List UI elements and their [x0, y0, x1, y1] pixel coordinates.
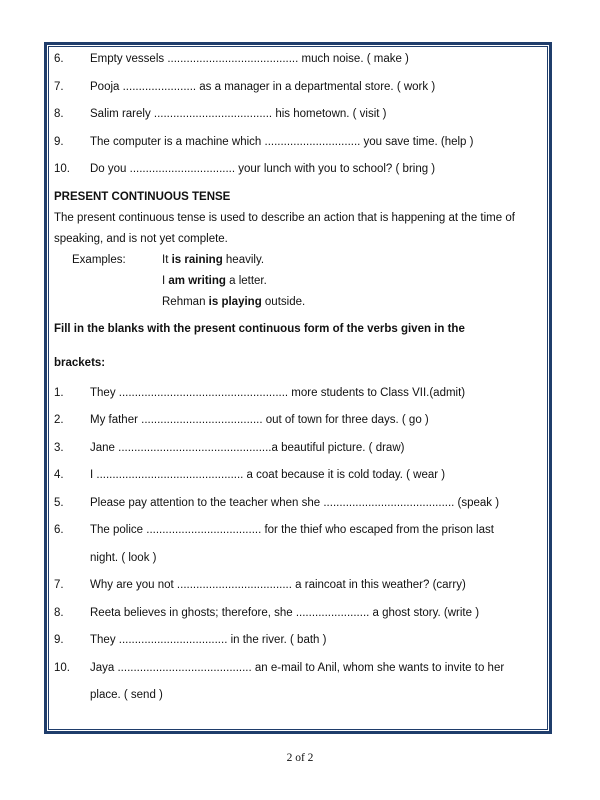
instruction-line-2: brackets:	[54, 356, 106, 369]
question-item	[54, 407, 542, 435]
question-number: 1.	[54, 386, 64, 399]
question-item	[54, 156, 542, 184]
question-item	[54, 627, 542, 655]
question-text: They ..................................................... more students to Class VII.(admit)	[90, 386, 466, 399]
section-heading: PRESENT CONTINUOUS TENSE	[54, 190, 231, 203]
exercise-part2	[54, 380, 542, 710]
question-text: Reeta believes in ghosts; therefore, she ....................... a ghost story. (write )	[90, 606, 480, 619]
worksheet-content	[54, 46, 542, 710]
question-item	[54, 435, 542, 463]
example-sentence: I am writing a letter.	[162, 274, 267, 287]
question-number: 8.	[54, 606, 64, 619]
question-number: 7.	[54, 579, 64, 591]
question-text: Jane ................................................a beautiful picture. ( draw)	[90, 441, 405, 454]
question-text: Do you ................................. your lunch with you to school? ( bring )	[90, 163, 436, 175]
question-continuation: night. ( look )	[90, 551, 157, 564]
examples-label: Examples:	[72, 253, 126, 266]
question-text: Salim rarely ..................................... his hometown. ( visit )	[90, 108, 387, 120]
question-item	[54, 101, 542, 129]
question-text: My father ...................................... out of town for three days. ( go )	[90, 414, 429, 426]
question-number: 10.	[54, 661, 70, 674]
question-text: Jaya .......................................... an e-mail to Anil, whom she wants to invite to her	[90, 661, 505, 674]
example-sentence: Rehman is playing outside.	[162, 295, 306, 308]
examples-list	[162, 250, 305, 313]
question-number: 9.	[54, 634, 64, 646]
section-description-line-2: speaking, and is not yet complete.	[54, 232, 228, 245]
question-item	[54, 46, 542, 74]
question-item	[54, 572, 542, 600]
question-item	[54, 490, 542, 518]
question-number: 9.	[54, 135, 64, 148]
question-number: 8.	[54, 108, 64, 120]
question-number: 7.	[54, 80, 64, 93]
question-text: The police .................................... for the thief who escaped from the prison last	[90, 524, 494, 536]
question-text: Pooja ....................... as a manager in a departmental store. ( work )	[90, 80, 436, 93]
question-item	[54, 129, 542, 157]
question-item	[54, 517, 542, 545]
question-text: Why are you not .................................... a raincoat in this weather? (carry)	[90, 579, 466, 591]
question-text: I .............................................. a coat because it is cold today. ( wear )	[90, 469, 446, 481]
question-number: 4.	[54, 469, 64, 481]
section-description-line-1: The present continuous tense is used to describe an action that is happening at the time of	[54, 211, 515, 224]
question-item	[54, 462, 542, 490]
question-item	[54, 655, 542, 683]
question-number: 3.	[54, 441, 64, 454]
question-item	[54, 380, 542, 408]
question-text: They .................................. in the river. ( bath )	[90, 634, 327, 646]
instruction-line-1: Fill in the blanks with the present continuous form of the verbs given in the	[54, 322, 465, 335]
question-number: 2.	[54, 414, 64, 426]
page-number: 2 of 2	[286, 752, 314, 764]
question-text: Please pay attention to the teacher when she ......................................... (speak )	[90, 496, 500, 509]
question-text: Empty vessels ......................................... much noise. ( make )	[90, 53, 409, 65]
question-number: 6.	[54, 524, 64, 536]
question-text: The computer is a machine which .............................. you save time. (help )	[90, 135, 474, 148]
question-number: 10.	[54, 163, 70, 175]
question-number: 6.	[54, 53, 64, 65]
exercise-part1	[54, 46, 542, 184]
question-item	[54, 74, 542, 102]
question-number: 5.	[54, 496, 64, 509]
question-continuation: place. ( send )	[90, 689, 163, 701]
example-sentence: It is raining heavily.	[162, 253, 265, 266]
question-item	[54, 600, 542, 628]
examples-block	[54, 250, 542, 312]
